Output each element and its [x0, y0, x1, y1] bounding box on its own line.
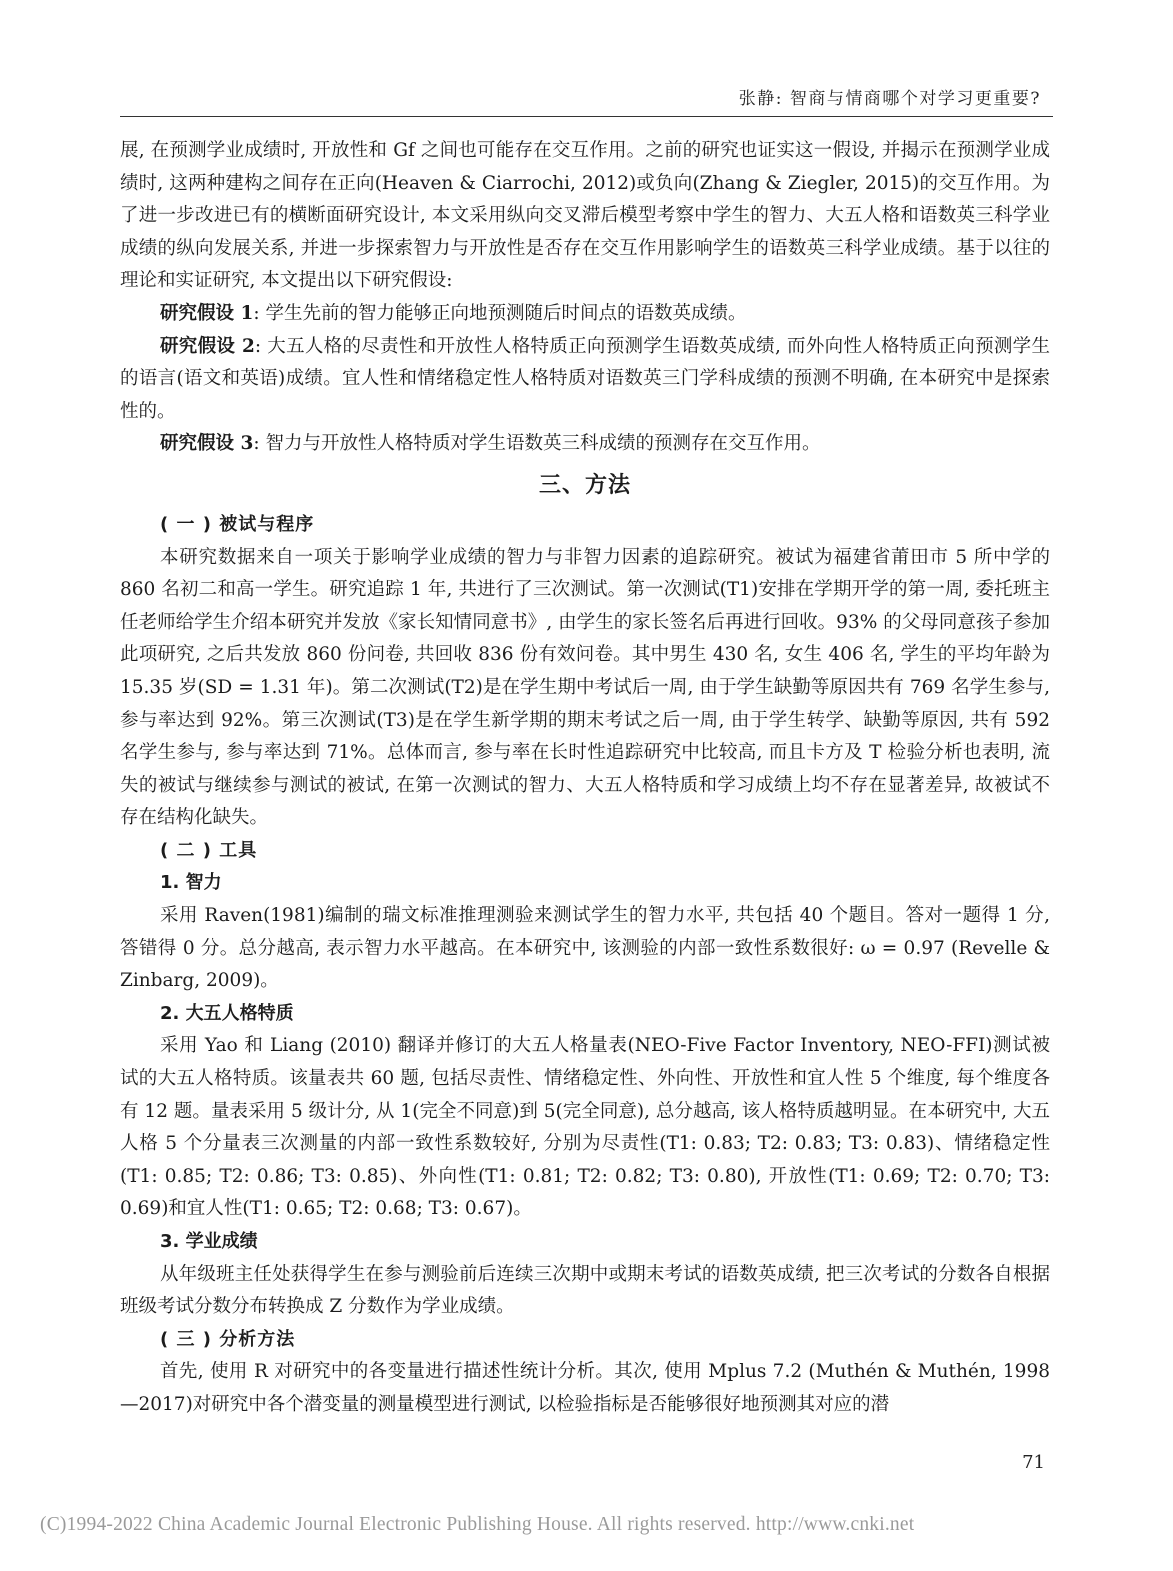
instrument-academic-paragraph: 从年级班主任处获得学生在参与测验前后连续三次期中或期末考试的语数英成绩, 把三次考试的分数各自根据班级考试分数分布转换成 Z 分数作为学业成绩。 — [120, 1263, 1050, 1318]
section-title-methods: 三、方法 — [538, 471, 631, 498]
copyright-footer: (C)1994-2022 China Academic Journal Electronic Publishing House. All rights reserved. http://www.cnki.net — [40, 1514, 915, 1535]
hypothesis-3 — [120, 428, 1050, 461]
hypothesis-2-label: 研究假设 2 — [160, 335, 255, 357]
instrument-big-five-paragraph: 采用 Yao 和 Liang (2010) 翻译并修订的大五人格量表(NEO-Five Factor Inventory, NEO-FFI)测试被试的大五人格特质。该量表共 60 题, 包括尽责性、情绪稳定性、外向性、开放性和宜人性 5 个维度, 每个维度各有 12 题。量表采用 5 级计分, 从 1(完全不同意)到 5(完全同意), 总分越高, 该人格特质越明显。在本研究中, 大五人格 5 个分量表三次测量的内部一致性系数较好, 分别为尽责性(T1: 0.83; T2: 0.83; T3: 0.83)、情绪稳定性(T1: 0.85; T2: 0.86; T3: 0.85)、外向性(T1: 0.81; T2: 0.82; T3: 0.80), 开放性(T1: 0.69; T2: 0.70; T3: 0.69)和宜人性(T1: 0.65; T2: 0.68; T3: 0.67)。 — [120, 1035, 1050, 1220]
subsection-participants-heading: ( 一 ) 被试与程序 — [160, 513, 315, 535]
hypothesis-1-label: 研究假设 1 — [160, 302, 254, 324]
instrument-intelligence-heading: 1. 智力 — [160, 872, 222, 894]
subsection-instruments-heading: ( 二 ) 工具 — [160, 839, 258, 861]
article-body — [120, 135, 1050, 1422]
intro-paragraph: 展, 在预测学业成绩时, 开放性和 Gf 之间也可能存在交互作用。之前的研究也证实这一假设, 并揭示在预测学业成绩时, 这两种建构之间存在正向(Heaven & Ciarrochi, 2012)或负向(Zhang & Ziegler, 2015)的交互作用。为了进一步改进已有的横断面研究设计, 本文采用纵向交叉滞后模型考察中学生的智力、大五人格和语数英三科学业成绩的纵向发展关系, 并进一步探索智力与开放性是否存在交互作用影响学生的语数英三科学业成绩。基于以往的理论和实证研究, 本文提出以下研究假设: — [120, 140, 1050, 292]
instrument-big-five-heading: 2. 大五人格特质 — [160, 1002, 294, 1024]
hypothesis-3-label: 研究假设 3 — [160, 433, 254, 455]
hypothesis-1-text: : 学生先前的智力能够正向地预测随后时间点的语数英成绩。 — [253, 302, 747, 324]
page-number: 71 — [1022, 1452, 1045, 1473]
hypothesis-2-text: : 大五人格的尽责性和开放性人格特质正向预测学生语数英成绩, 而外向性人格特质正向预测学生的语言(语文和英语)成绩。宜人性和情绪稳定性人格特质对语数英三门学科成绩的预测不明确, 在本研究中是探索性的。 — [120, 335, 1050, 422]
subsection-analysis-heading: ( 三 ) 分析方法 — [160, 1328, 296, 1350]
hypothesis-1 — [120, 298, 1050, 331]
header-rule — [120, 116, 1053, 117]
instrument-intelligence-paragraph: 采用 Raven(1981)编制的瑞文标准推理测验来测试学生的智力水平, 共包括 40 个题目。答对一题得 1 分, 答错得 0 分。总分越高, 表示智力水平越高。在本研究中, 该测验的内部一致性系数很好: ω = 0.97 (Revelle & Zinbarg, 2009)。 — [120, 905, 1050, 992]
running-head: 张静: 智商与情商哪个对学习更重要? — [738, 89, 1041, 109]
analysis-paragraph: 首先, 使用 R 对研究中的各变量进行描述性统计分析。其次, 使用 Mplus 7.2 (Muthén & Muthén, 1998—2017)对研究中各个潜变量的测量模型进行测试, 以检验指标是否能够很好地预测其对应的潜 — [120, 1361, 1050, 1415]
hypothesis-2 — [120, 331, 1050, 429]
instrument-academic-heading: 3. 学业成绩 — [160, 1231, 258, 1252]
hypothesis-3-text: : 智力与开放性人格特质对学生语数英三科成绩的预测存在交互作用。 — [253, 433, 821, 455]
participants-paragraph: 本研究数据来自一项关于影响学业成绩的智力与非智力因素的追踪研究。被试为福建省莆田市 5 所中学的 860 名初二和高一学生。研究追踪 1 年, 共进行了三次测试。第一次测试(T1)安排在学期开学的第一周, 委托班主任老师给学生介绍本研究并发放《家长知情同意书》, 由学生的家长签名后再进行回收。93% 的父母同意孩子参加此项研究, 之后共发放 860 份问卷, 共回收 836 份有效问卷。其中男生 430 名, 女生 406 名, 学生的平均年龄为 15.35 岁(SD = 1.31 年)。第二次测试(T2)是在学生期中考试后一周, 由于学生缺勤等原因共有 769 名学生参与, 参与率达到 92%。第三次测试(T3)是在学生新学期的期末考试之后一周, 由于学生转学、缺勤等原因, 共有 592 名学生参与, 参与率达到 71%。总体而言, 参与率在长时性追踪研究中比较高, 而且卡方及 T 检验分析也表明, 流失的被试与继续参与测试的被试, 在第一次测试的智力、大五人格特质和学习成绩上均不存在显著差异, 故被试不存在结构化缺失。 — [120, 546, 1050, 829]
